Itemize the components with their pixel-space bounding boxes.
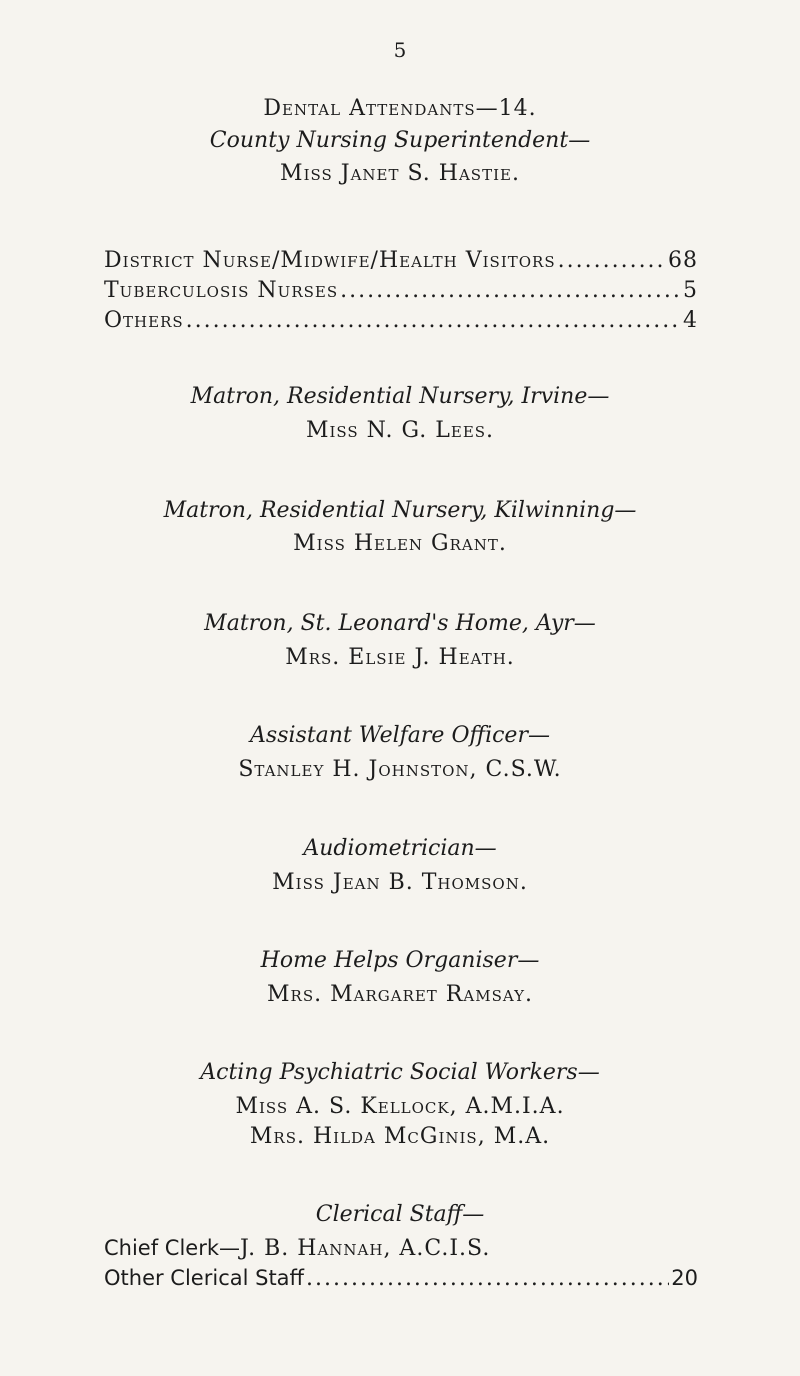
matron-ayr-title: Matron, St. Leonard's Home, Ayr— (204, 611, 596, 636)
nursing-staff-label: District Nurse/Midwife/Health Visitors (104, 248, 556, 273)
chief-clerk-label: Chief Clerk— (104, 1236, 241, 1260)
dot-leader (340, 278, 681, 303)
nursing-staff-label: Others (104, 308, 184, 333)
home-helps-title: Home Helps Organiser— (260, 948, 540, 973)
dot-leader (186, 308, 681, 333)
nursing-staff-row (104, 248, 698, 273)
clerical-staff-title: Clerical Staff— (315, 1202, 485, 1227)
audiometrician-title: Audiometrician— (303, 836, 497, 861)
dot-leader (558, 248, 666, 273)
nursing-staff-value: 5 (683, 278, 698, 303)
nursing-staff-row (104, 278, 698, 303)
nursing-staff-row (104, 308, 698, 333)
matron-irvine-name: Miss N. G. Lees. (305, 418, 495, 443)
psychiatric-workers-title: Acting Psychiatric Social Workers— (200, 1060, 600, 1085)
county-nursing-title: County Nursing Superintendent— (209, 128, 591, 153)
other-clerical-label: Other Clerical Staff (104, 1266, 305, 1290)
matron-kilwinning-name: Miss Helen Grant. (293, 531, 507, 556)
nursing-staff-value: 4 (683, 308, 698, 333)
matron-ayr-name: Mrs. Elsie J. Heath. (285, 645, 515, 670)
psychiatric-worker-name: Mrs. Hilda McGinis, M.A. (249, 1124, 551, 1149)
dental-attendants-heading: Dental Attendants—14. (263, 96, 537, 121)
audiometrician-name: Miss Jean B. Thomson. (272, 870, 528, 895)
nursing-staff-label: Tuberculosis Nurses (104, 278, 339, 303)
psychiatric-worker-name: Miss A. S. Kellock, A.M.I.A. (235, 1094, 565, 1119)
dot-leader (306, 1266, 669, 1291)
welfare-officer-title: Assistant Welfare Officer— (250, 723, 550, 748)
matron-irvine-title: Matron, Residential Nursery, Irvine— (190, 384, 610, 409)
county-nursing-name: Miss Janet S. Hastie. (280, 161, 520, 186)
page-number: 5 (393, 38, 407, 62)
chief-clerk-row (104, 1236, 490, 1261)
home-helps-name: Mrs. Margaret Ramsay. (267, 982, 533, 1007)
nursing-staff-value: 68 (668, 248, 698, 273)
other-clerical-row (104, 1266, 698, 1291)
matron-kilwinning-title: Matron, Residential Nursery, Kilwinning— (163, 498, 637, 523)
other-clerical-value: 20 (671, 1266, 698, 1290)
welfare-officer-name: Stanley H. Johnston, C.S.W. (238, 757, 562, 782)
chief-clerk-name: J. B. Hannah, A.C.I.S. (240, 1236, 491, 1261)
